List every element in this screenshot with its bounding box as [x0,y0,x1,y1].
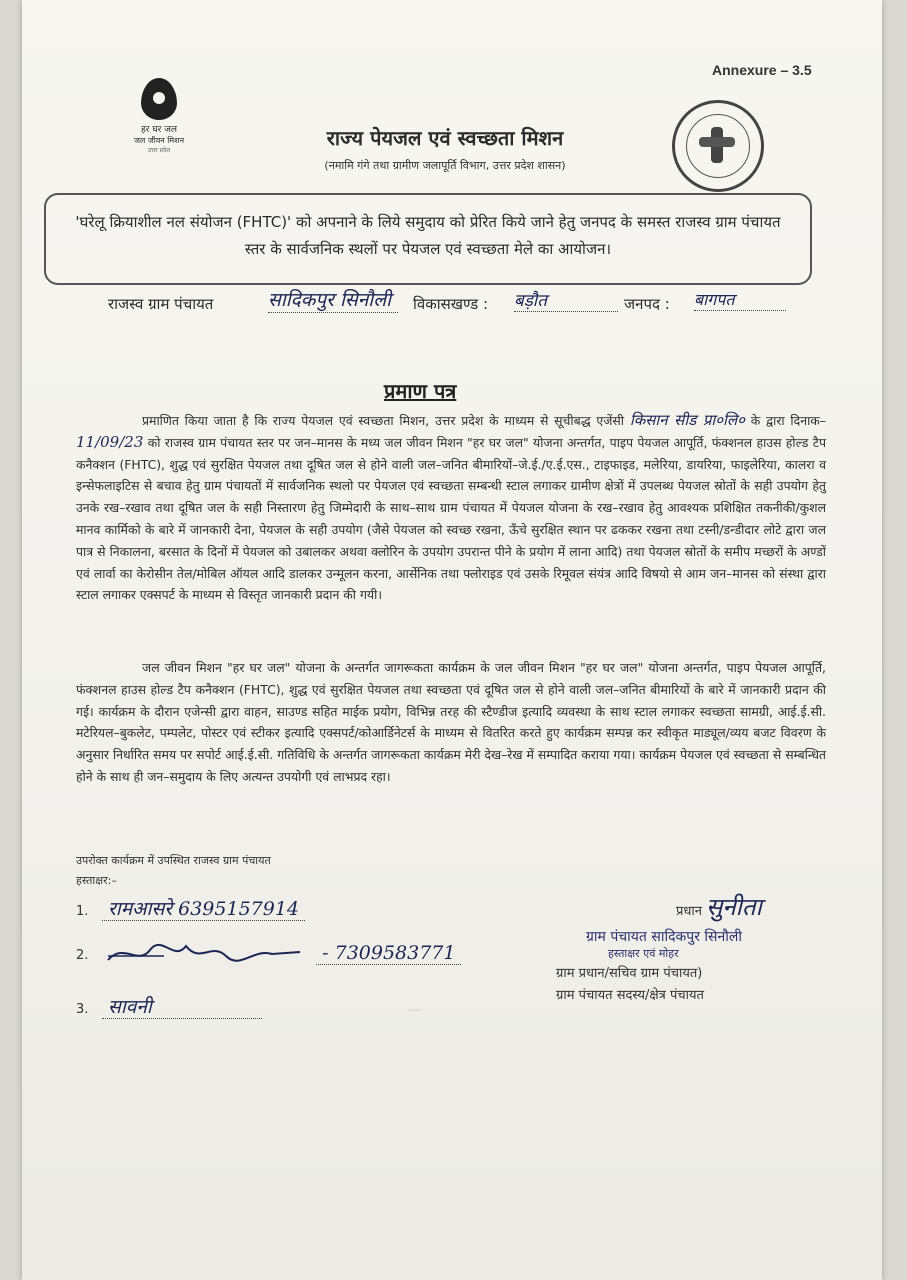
certificate-page [22,0,882,1280]
signature-row-1 [76,895,305,921]
district-label: जनपद : [624,295,670,313]
signature-label: हस्ताक्षर:– [76,874,117,887]
sig1-value: रामआसरे 6395157914 [102,898,305,921]
sig3-value: सावनी [102,996,262,1019]
panchayat-stamp: ग्राम पंचायत सादिकपुर सिनौली [586,929,742,945]
agency-name: किसान सीड प्रा०लि० [629,411,745,429]
block-label: विकासखण्ड : [413,295,489,313]
pradhan-signature: सुनीता [706,893,762,921]
certificate-paragraph-1 [76,410,826,606]
sig2-number: 2. [76,948,89,963]
certificate-title: प्रमाण पत्र [384,379,457,403]
role-line-1: ग्राम प्रधान/सचिव ग्राम पंचायत) [556,966,703,981]
up-government-seal-icon [672,100,764,192]
har-ghar-jal-logo [104,78,214,168]
sig2-handwritten-signature [104,936,304,968]
location-fields [108,286,828,320]
block-value: बड़ौत [514,288,618,312]
present-members-text: उपरोक्त कार्यक्रम में उपस्थित राजस्व ग्राम पंचायत [76,854,271,867]
faint-stamp-mark: ····· [408,1006,421,1015]
pradhan-label: प्रधान [676,904,702,919]
panchayat-stamp-sub: हस्ताक्षर एवं मोहर [608,947,679,960]
pradhan-signature-block [556,890,836,1003]
event-date: 11/09/23 [76,432,144,451]
gram-panchayat-value: सादिकपुर सिनौली [268,286,398,313]
organization-title: राज्य पेयजल एवं स्वच्छता मिशन [326,126,564,150]
p1-intro: प्रमाणित किया जाता है कि राज्य पेयजल एवं स्वच्छता मिशन, उत्तर प्रदेश के माध्यम से सूचीबद्ध एजेंसी [142,413,625,428]
p2-body: जल जीवन मिशन "हर घर जल" योजना के अन्तर्गत जागरूकता कार्यक्रम के जल जीवन मिशन "हर घर जल" योजना अन्तर्गत, पाइप पेयजल आपूर्ति, फंक्शनल हाउस होल्ड टैप कनैक्शन (FHTC), शुद्ध एवं सुरक्षित पेयजल तथा स्वच्छता एवं दूषित जल से होने वाली जल–जनित बीमारियों के बारे में जानकारी प्रदान की गई। कार्यक्रम के दौरान एजेन्सी द्वारा वाहन, साउण्ड सहित माईक प्रयोग, विभिन्न तरह की स्टैण्डीज इत्यादि व्यवस्था के साथ स्टाल लगाकर स्वच्छता सामग्री, आई.ई.सी. मटेरियल–बुकलेट, पम्पलेट, पोस्टर एवं स्टीकर इत्यादि एक्सपर्ट/कोआर्डिनेटर्स के माध्यम से वितरित करते हुए कार्यक्रम सम्पन्न कर स्वीकृत माड्यूल/व्यय बजट विवरण के अनुसार निर्धारित समय पर सपोर्ट आई.ई.सी. गतिविधि के अन्तर्गत जागरूकता कार्यक्रम मेरी देख–रेख में सम्पादित कराया गया। कार्यक्रम पेयजल एवं स्वच्छता से सम्बन्धित होने के साथ ही जन–समुदाय के लिए अत्यन्त उपयोगी एवं लाभप्रद रहा। [76,660,826,784]
logo-text-line3: उत्तर प्रदेश [147,147,171,154]
organization-subtitle: (नमामि गंगे तथा ग्रामीण जलापूर्ति विभाग, उत्तर प्रदेश शासन) [324,159,566,172]
p1-body: को राजस्व ग्राम पंचायत स्तर पर जन–मानस के मध्य जल जीवन मिशन "हर घर जल" योजना अन्तर्गत, पाइप पेयजल आपूर्ति, फंक्शनल हाउस होल्ड टैप कनैक्शन (FHTC), शुद्ध एवं सुरक्षित पेयजल तथा दूषित जल से होने वाली जल–जनित बीमारियों–जे.ई./ए.ई.एस., टाइफाइड, मलेरिया, डायरिया, फाइलेरिया, कालरा व इन्सेफलाइटिस से बचाव हेतु ग्राम पंचायतों में सार्वजनिक स्थलो पर पेयजल एवं स्वच्छता सम्बन्धी स्टाल लगाकर ग्रामीण क्षेत्रों में उपलब्ध पेयजल स्रोतों के सही उपयोग हेतु उनके रख–रखाव तथा दूषित जल के सही निस्तारण हेतु जिम्मेदारी के साथ–साथ ग्राम पंचायत में पेयजल योजना के रख–रखाव हेतु आवश्यक प्रशिक्षित तकनीकी/कुशल मानव कार्मिको के बारे में जानकारी देना, पेयजल के सही उपयोग (जैसे पेयजल को स्वच्छ रखना, ऊँचे सुरक्षित स्थान पर ढककर रखना तथा टस्नी/डन्डीदार लोटे द्वारा जल पात्र से निकालना, बरसात के दिनों में पेयजल को उबालकर अथवा क्लोरिन के उपयोग उपरान्त पीने के प्रयोग में लाना आदि) तथा पेयजल स्रोतों के समीप मच्छरों के अण्डों एवं लार्वा का केरोसीन तेल/मोबिल ऑयल आदि डालकर उन्मूलन करना, आर्सेनिक तथा फ्लोराइड एवं उसके रिमूवल संयंत्र आदि विषयो से आम जन–मानस को संस्था द्वारा स्टाल लगाकर एक्सपर्ट के माध्यम से विस्तृत जानकारी प्रदान की गयी। [76,434,826,603]
sig2-value: - 7309583771 [316,942,461,965]
logo-text-line2: जल जीवन मिशन [133,136,185,145]
sig1-number: 1. [76,904,89,919]
water-drop-icon [141,78,177,120]
signature-row-3 [76,993,262,1019]
p1-date-label: के द्वारा दिनाक– [750,413,826,428]
gram-panchayat-label: राजस्व ग्राम पंचायत [108,295,214,313]
subject-box: 'घरेलू क्रियाशील नल संयोजन (FHTC)' को अपनाने के लिये समुदाय को प्रेरित किये जाने हेतु जनपद के समस्त राजस्व ग्राम पंचायत स्तर के सार्वजनिक स्थलों पर पेयजल एवं स्वच्छता मेले का आयोजन। [44,193,812,285]
signature-row-2 [76,942,461,964]
district-value: बागपत [694,288,786,311]
sig3-number: 3. [76,1002,89,1017]
annexure-label: Annexure – 3.5 [712,62,812,78]
logo-text-line1: हर घर जल [141,125,177,135]
role-line-2: ग्राम पंचायत सदस्य/क्षेत्र पंचायत [556,988,704,1003]
certificate-paragraph-2 [76,657,826,788]
